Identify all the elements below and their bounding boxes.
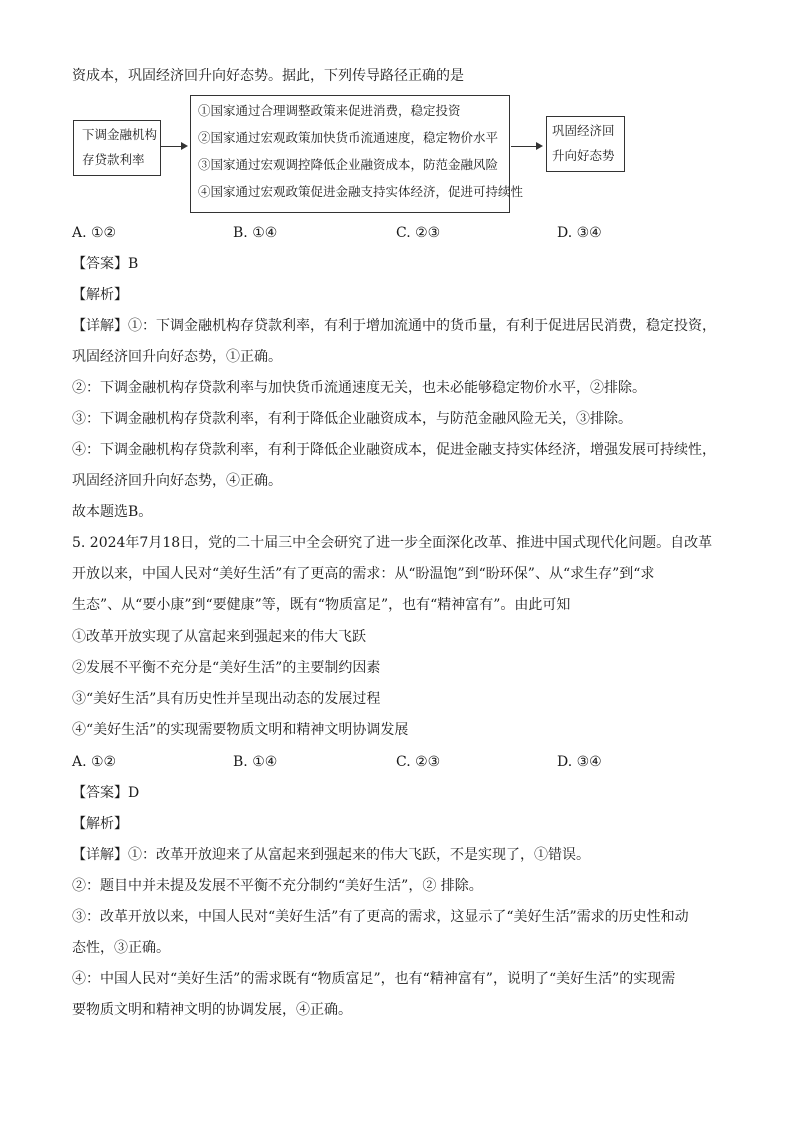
q4-analysis-label: 【解析】: [72, 287, 128, 303]
q5-detail-5: ④：中国人民对“美好生活”的需求既有“物质富足”，也有“精神富有”，说明了“美好生活”的实现需: [72, 971, 676, 987]
q5-analysis-label: 【解析】: [72, 816, 128, 832]
q5-stem-2: 开放以来，中国人民对“美好生活”有了更高的需求：从“盼温饱”到“盼环保”、从“求生存”到“求: [72, 566, 655, 582]
diagram-item-2: ②国家通过宏观政策加快货币流通速度，稳定物价水平: [198, 130, 499, 145]
q5-detail-2: ②：题目中并未提及发展不平衡不充分制约“美好生活”，② 排除。: [72, 878, 483, 894]
q5-option-a: A. ①②: [72, 754, 117, 770]
q4-detail-5: ④：下调金融机构存贷款利率，有利于降低企业融资成本，促进金融支持实体经济，增强发展可持续性，: [72, 442, 716, 458]
q5-stem-3: 生态”、从“要小康”到“要健康”等，既有“物质富足”，也有“精神富有”。由此可知: [72, 597, 571, 613]
diagram-item-4: ④国家通过宏观政策促进金融支持实体经济，促进可持续性: [198, 184, 524, 199]
q4-detail-3: ②：下调金融机构存贷款利率与加快货币流通速度无关，也未必能够稳定物价水平，②排除。: [72, 380, 646, 396]
diagram-right-box: [546, 116, 625, 172]
q5-option-c: C. ②③: [396, 754, 441, 770]
diagram-arrow-left: [161, 146, 186, 147]
q5-answer: 【答案】D: [72, 785, 140, 801]
diagram-left-line-1: 下调金融机构: [82, 127, 158, 142]
diagram-left-line-2: 存贷款利率: [82, 152, 145, 167]
q5-stem-1: 5. 2024年7月18日，党的二十届三中全会研究了进一步全面深化改革、推进中国式现代化问题。自改革: [72, 535, 713, 551]
q5-detail-6: 要物质文明和精神文明的协调发展，④正确。: [72, 1002, 352, 1018]
diagram-arrow-right: [511, 146, 541, 147]
q5-detail-3: ③：改革开放以来，中国人民对“美好生活”有了更高的需求，这显示了“美好生活”需求的历史性和动: [72, 909, 689, 925]
diagram-right-line-1: 巩固经济回: [552, 123, 615, 138]
q4-detail-6: 巩固经济回升向好态势，④正确。: [72, 473, 282, 489]
q5-statement-4: ④“美好生活”的实现需要物质文明和精神文明协调发展: [72, 722, 409, 738]
q4-stem-tail: 资成本，巩固经济回升向好态势。据此，下列传导路径正确的是: [72, 68, 464, 84]
q5-option-d: D. ③④: [557, 754, 602, 770]
q4-detail-1: 【详解】①：下调金融机构存贷款利率，有利于增加流通中的货币量，有利于促进居民消费，稳定投资，: [72, 318, 716, 334]
q5-option-b: B. ①④: [233, 754, 278, 770]
q4-option-a: A. ①②: [72, 225, 117, 241]
diagram-item-1: ①国家通过合理调整政策来促进消费，稳定投资: [198, 103, 461, 118]
diagram-left-box: [73, 120, 161, 176]
q5-statement-2: ②发展不平衡不充分是“美好生活”的主要制约因素: [72, 660, 381, 676]
q4-option-c: C. ②③: [396, 225, 441, 241]
q4-option-d: D. ③④: [557, 225, 602, 241]
q4-answer: 【答案】B: [72, 256, 139, 272]
q5-statement-1: ①改革开放实现了从富起来到强起来的伟大飞跃: [72, 629, 366, 645]
diagram-item-3: ③国家通过宏观调控降低企业融资成本，防范金融风险: [198, 157, 499, 172]
diagram-middle-box: [190, 95, 524, 213]
q5-detail-1: 【详解】①：改革开放迎来了从富起来到强起来的伟大飞跃，不是实现了，①错误。: [72, 847, 590, 863]
q4-detail-4: ③：下调金融机构存贷款利率，有利于降低企业融资成本，与防范金融风险无关，③排除。: [72, 411, 632, 427]
q5-statement-3: ③“美好生活”具有历史性并呈现出动态的发展过程: [72, 691, 381, 707]
diagram-right-line-2: 升向好态势: [552, 148, 615, 163]
q5-detail-4: 态性，③正确。: [72, 940, 170, 956]
q4-conclusion: 故本题选B。: [72, 504, 153, 520]
q4-option-b: B. ①④: [233, 225, 278, 241]
q4-detail-2: 巩固经济回升向好态势，①正确。: [72, 349, 282, 365]
